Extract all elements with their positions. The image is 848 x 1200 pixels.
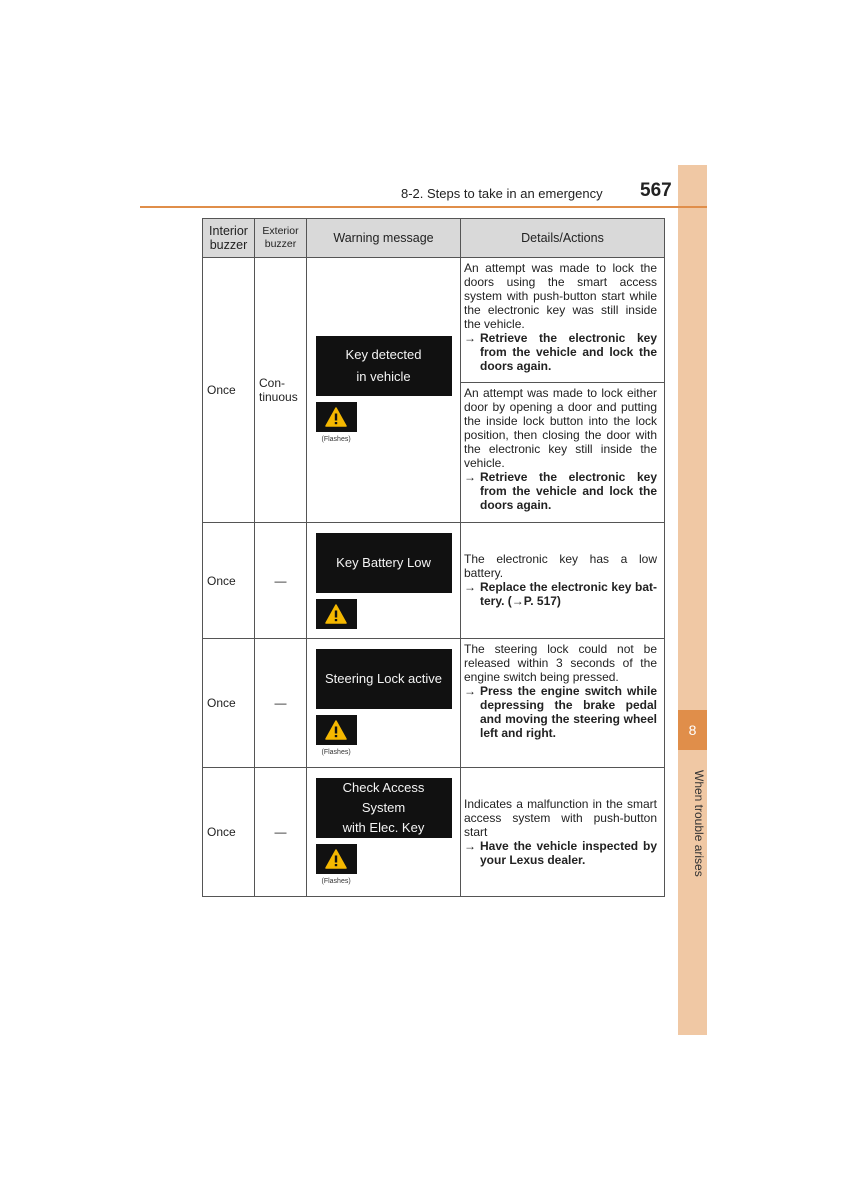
action-instruction	[464, 684, 657, 740]
chapter-title: When trouble arises	[692, 770, 706, 877]
arrow-icon: →	[464, 331, 476, 345]
action-text: Press the engine switch while depressing the brake pedal and moving the steering wheel left and right.	[480, 684, 657, 740]
section-title: 8-2. Steps to take in an emergency	[401, 186, 603, 201]
details-cell	[461, 523, 665, 639]
warning-triangle-icon	[316, 715, 357, 745]
action-text: Have the vehicle inspected by your Lexus dealer.	[480, 838, 657, 867]
interior-buzzer-cell: Once	[203, 639, 255, 768]
interior-buzzer-cell: Once	[203, 258, 255, 523]
message-display	[316, 336, 452, 396]
arrow-icon: →	[464, 838, 476, 853]
arrow-icon: →	[464, 580, 476, 594]
header-rule	[140, 206, 707, 208]
message-display	[316, 533, 452, 593]
column-header: Interior buzzer	[203, 219, 255, 258]
details-cell	[461, 258, 665, 383]
action-text: Retrieve the electronic key from the vehicle and lock the doors again.	[480, 331, 657, 373]
details-text: Indicates a malfunction in the smart access system with push-button start	[464, 796, 657, 839]
action-instruction	[464, 580, 657, 608]
message-line: Key detected	[345, 347, 422, 362]
warning-table	[202, 218, 665, 897]
warning-triangle-icon	[316, 599, 357, 629]
table-header-row	[203, 219, 665, 258]
details-text: An attempt was made to lock either door by opening a door and putting the inside lock button into the lock position, then closing the door with the electronic key still inside the vehicle.	[464, 386, 657, 470]
flashes-note: (Flashes)	[321, 749, 351, 756]
warning-message-cell	[307, 258, 461, 523]
warning-indicator	[316, 599, 452, 629]
column-header: Exterior buzzer	[255, 219, 307, 258]
table-row	[203, 639, 665, 768]
warning-message-cell	[307, 639, 461, 768]
chapter-number-box	[678, 710, 707, 750]
message-display	[316, 778, 452, 838]
message-line: in vehicle	[356, 369, 411, 384]
table-row	[203, 768, 665, 897]
warning-indicator	[316, 844, 452, 886]
action-text: Retrieve the electronic key from the vehicle and lock the doors again.	[480, 470, 657, 512]
details-cell	[461, 639, 665, 768]
warning-indicator	[316, 402, 452, 444]
message-line: Steering Lock active	[324, 671, 443, 686]
arrow-icon: →	[464, 684, 476, 698]
exterior-buzzer-cell: —	[255, 639, 307, 768]
details-text: An attempt was made to lock the doors using the smart access system with push-button start while the electronic key was still inside the vehicle.	[464, 261, 657, 331]
action-instruction	[464, 331, 657, 373]
table-row	[203, 258, 665, 383]
message-line: with Elec. Key	[342, 820, 425, 835]
column-header: Details/Actions	[461, 219, 665, 258]
action-instruction	[464, 839, 657, 867]
message-line: Check Access	[342, 780, 425, 795]
chapter-side-tab	[678, 165, 707, 1035]
warning-message-cell	[307, 768, 461, 897]
flashes-note: (Flashes)	[321, 436, 351, 443]
warning-message-cell	[307, 523, 461, 639]
page-number: 567	[640, 180, 672, 201]
flashes-note: (Flashes)	[321, 878, 351, 885]
details-text: The electronic key has a low battery.	[464, 552, 657, 580]
message-line: System	[361, 800, 406, 815]
details-cell	[461, 768, 665, 897]
details-text: The steering lock could not be released within 3 seconds of the engine switch being pressed.	[464, 642, 657, 684]
warning-indicator	[316, 715, 452, 757]
action-text: Replace the electronic key bat-tery. (→P. 517)	[480, 580, 657, 608]
warning-triangle-icon	[316, 402, 357, 432]
warning-triangle-icon	[316, 844, 357, 874]
chapter-number: 8	[688, 722, 697, 738]
interior-buzzer-cell: Once	[203, 523, 255, 639]
message-display	[316, 649, 452, 709]
column-header: Warning message	[307, 219, 461, 258]
exterior-buzzer-cell: —	[255, 523, 307, 639]
action-instruction	[464, 470, 657, 512]
table-row	[203, 523, 665, 639]
interior-buzzer-cell: Once	[203, 768, 255, 897]
details-cell	[461, 383, 665, 523]
arrow-icon: →	[464, 470, 476, 484]
message-line: Key Battery Low	[336, 554, 431, 570]
exterior-buzzer-cell: Con-tinuous	[255, 258, 307, 523]
exterior-buzzer-cell: —	[255, 768, 307, 897]
